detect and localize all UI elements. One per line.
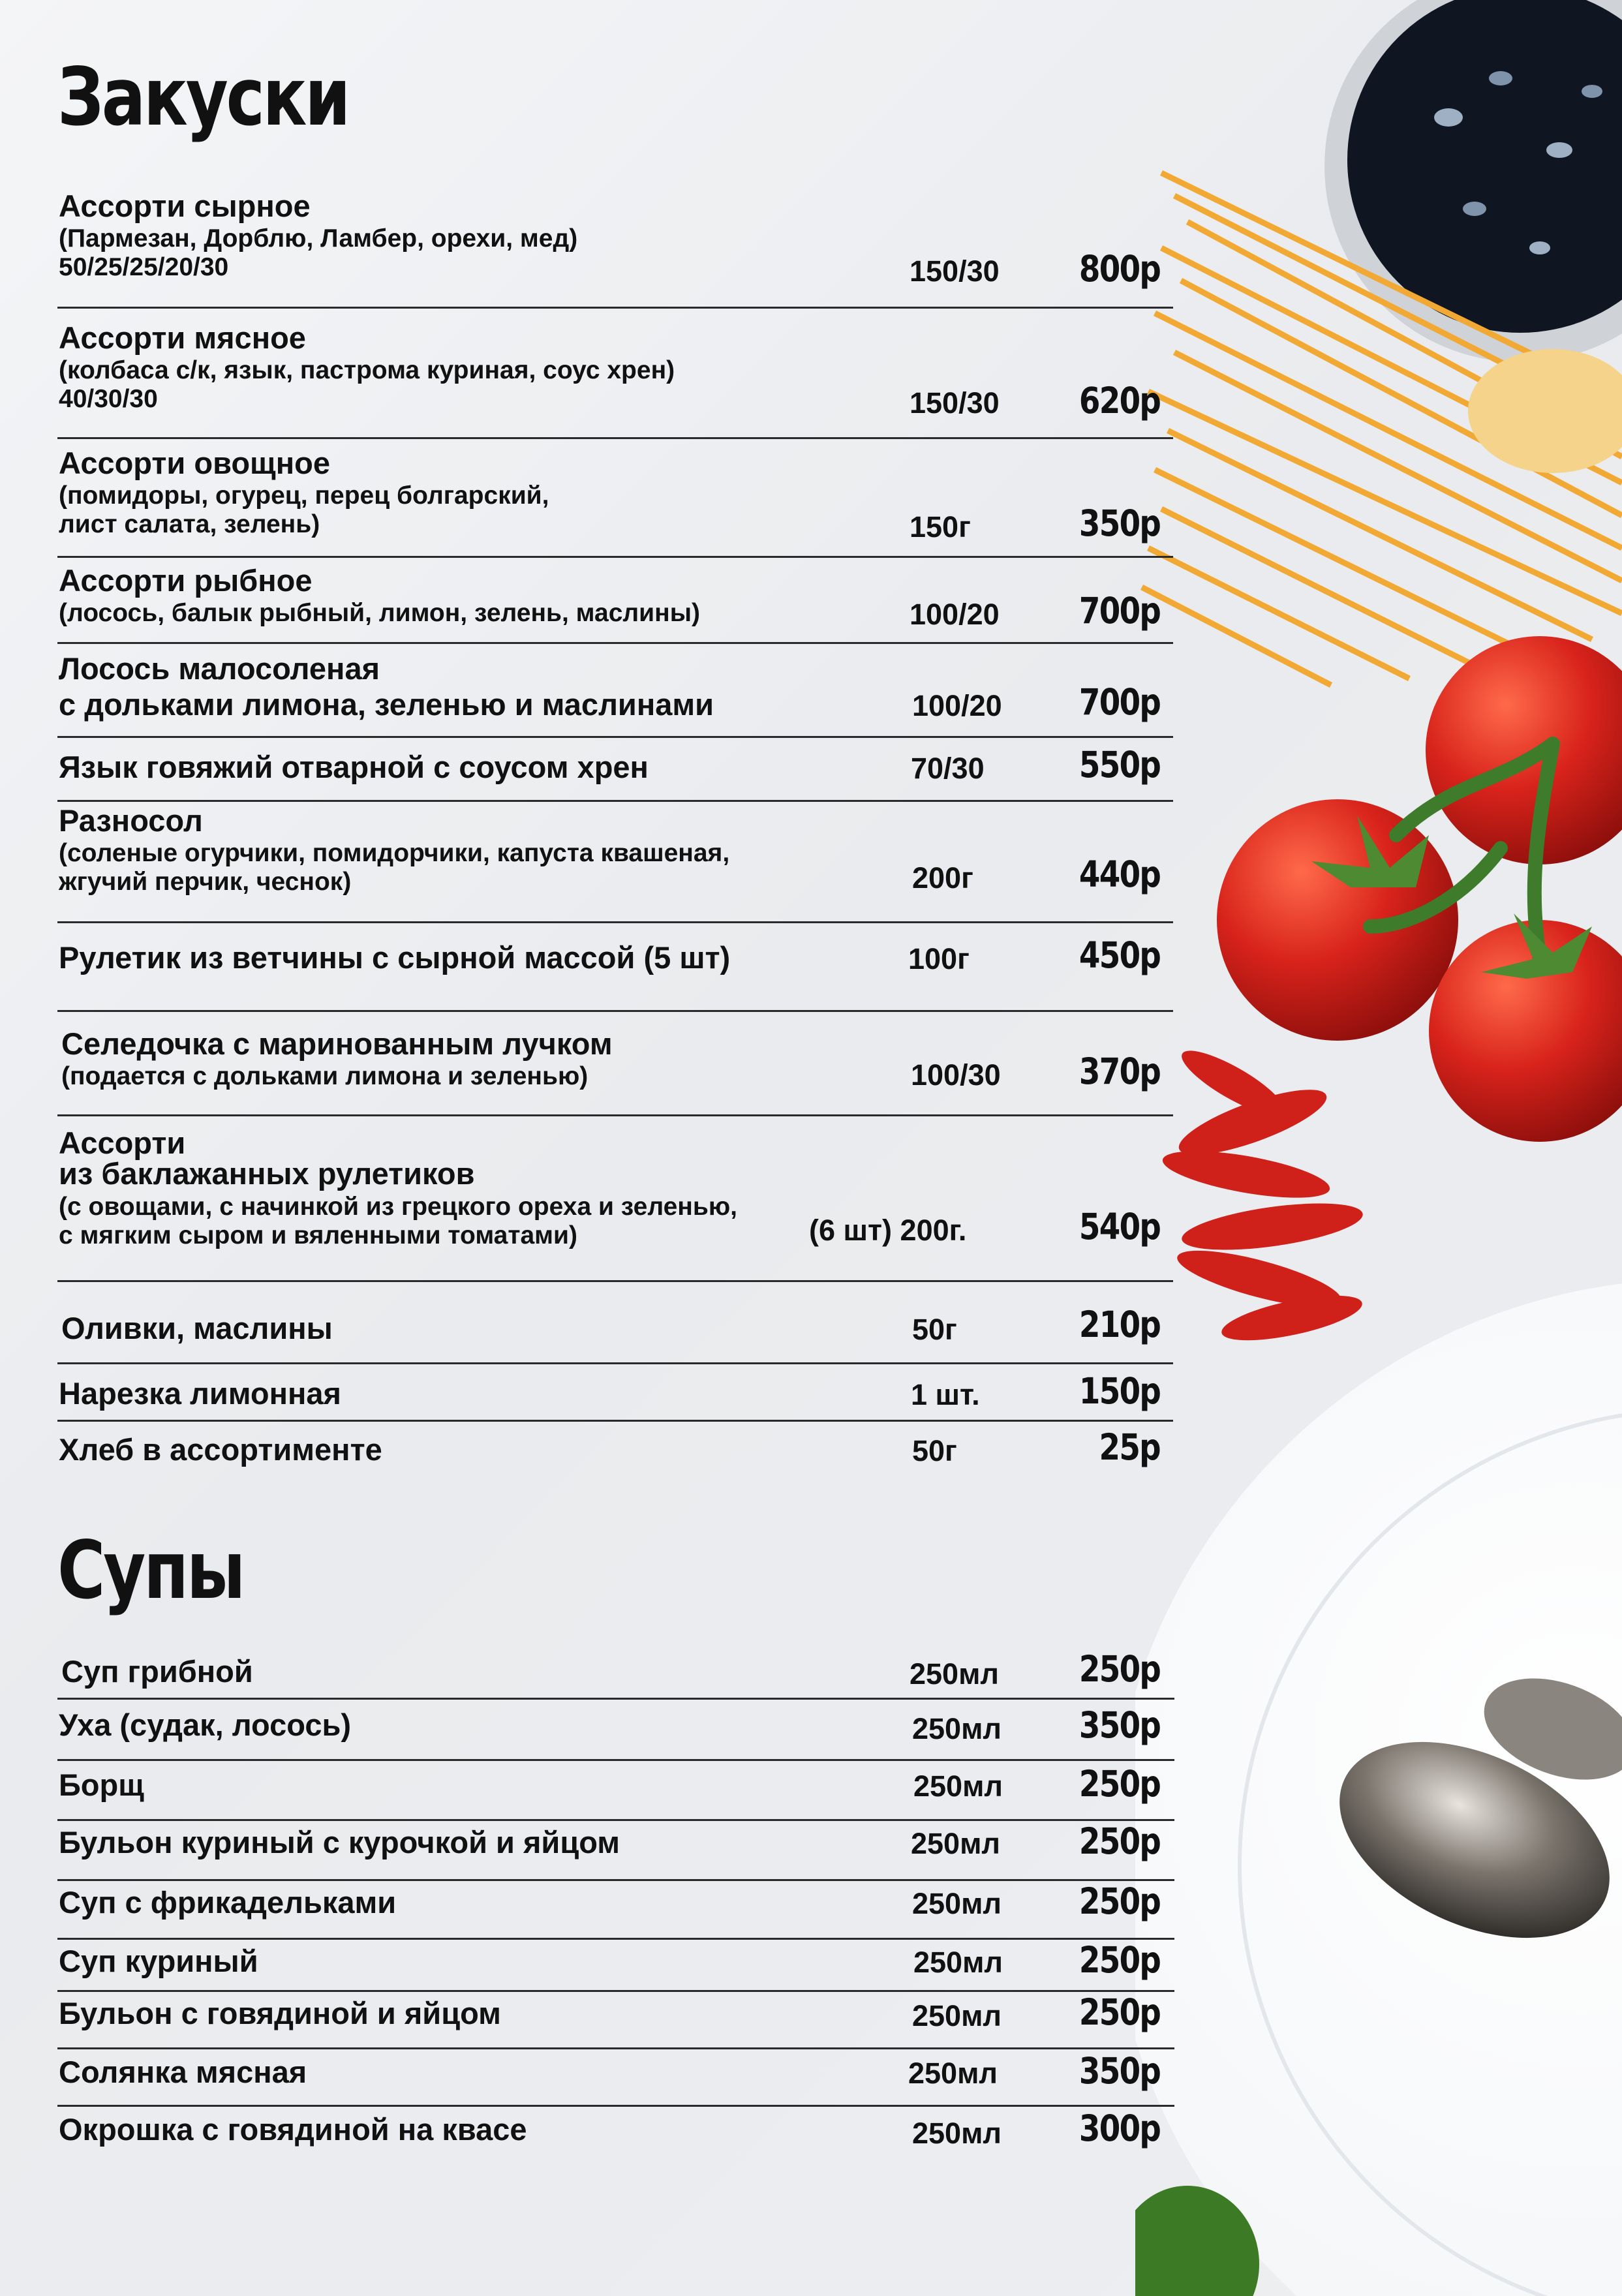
- item-portion: 250мл: [910, 1657, 999, 1691]
- divider: [57, 642, 1173, 644]
- tomatoes-icon: [1217, 636, 1622, 1142]
- divider: [57, 2047, 1174, 2049]
- item-price: 250р: [1079, 1880, 1160, 1922]
- divider: [57, 921, 1173, 923]
- item-portion: (6 шт) 200г.: [809, 1214, 967, 1247]
- item-name: Ассорти мясное: [59, 320, 306, 355]
- item-portion: 70/30: [911, 752, 985, 785]
- divider: [57, 556, 1173, 558]
- divider: [57, 1759, 1174, 1761]
- item-desc: (помидоры, огурец, перец болгарский, лист салата, зелень): [59, 482, 549, 539]
- menu-item-fish-soup: [57, 1704, 1173, 1754]
- menu-item-fish-assorti: [57, 565, 1173, 643]
- item-price: 700р: [1079, 681, 1160, 723]
- item-name: Бульон с говядиной и яйцом: [59, 1996, 501, 2030]
- menu-item-herring: [57, 1028, 1173, 1113]
- item-portion: 250мл: [911, 1827, 1000, 1860]
- menu-item-vegetable-assorti: [57, 448, 1173, 559]
- item-portion: 1 шт.: [911, 1378, 980, 1411]
- item-portion: 150г: [910, 510, 971, 543]
- menu-item-pickles: [57, 805, 1173, 923]
- item-portion: 50г: [912, 1434, 957, 1467]
- item-name: Ассорти рыбное: [59, 563, 313, 598]
- item-name: Окрошка с говядиной на квасе: [59, 2112, 527, 2147]
- menu-item-salmon: [57, 651, 1173, 736]
- item-price: 540р: [1079, 1206, 1160, 1247]
- menu-item-mushroom-soup: [57, 1648, 1173, 1700]
- divider: [57, 437, 1173, 439]
- item-price: 210р: [1079, 1304, 1160, 1345]
- divider: [57, 1938, 1174, 1940]
- item-name: Хлеб в ассортименте: [59, 1432, 382, 1467]
- divider: [57, 2105, 1174, 2107]
- item-portion: 250мл: [913, 1946, 1003, 1979]
- item-portion: 250мл: [912, 1887, 1002, 1920]
- menu-item-lemon: [57, 1370, 1173, 1421]
- divider: [57, 1280, 1173, 1282]
- item-desc: (подается с дольками лимона и зеленью): [61, 1062, 589, 1090]
- divider: [57, 1010, 1173, 1012]
- item-desc: (лосось, балык рыбный, лимон, зелень, маслины): [59, 599, 700, 627]
- item-name: Суп грибной: [61, 1654, 253, 1689]
- item-name: Оливки, маслины: [61, 1311, 333, 1345]
- olives-bowl-icon: [1324, 0, 1622, 362]
- pasta-shell-icon: [1468, 349, 1622, 473]
- item-price: 700р: [1079, 590, 1160, 632]
- divider: [57, 307, 1173, 309]
- menu-item-meat-assorti: [57, 322, 1173, 433]
- menu-item-chicken-soup: [57, 1939, 1173, 1991]
- item-name: Ассорти сырное: [59, 189, 311, 223]
- menu-item-cheese-assorti: [57, 191, 1173, 301]
- item-name: Ассорти овощное: [59, 446, 330, 480]
- item-portion: 100/20: [910, 598, 1000, 631]
- menu-item-solyanka: [57, 2050, 1173, 2102]
- item-portion: 250мл: [913, 1769, 1003, 1803]
- menu-item-eggplant-rolls: [57, 1127, 1173, 1278]
- item-name: Язык говяжий отварной с соусом хрен: [59, 750, 649, 784]
- divider: [57, 800, 1173, 802]
- item-name: Суп куриный: [59, 1944, 258, 1978]
- item-portion: 100г: [908, 942, 970, 975]
- item-desc: (колбаса с/к, язык, пастрома куриная, соус хрен) 40/30/30: [59, 356, 675, 414]
- item-portion: 100/20: [912, 689, 1002, 722]
- item-portion: 150/30: [910, 386, 1000, 420]
- item-price: 350р: [1079, 2050, 1160, 2092]
- item-desc: (Пармезан, Дорблю, Ламбер, орехи, мед) 50/25/25/20/30: [59, 224, 578, 282]
- section-title-snacks: Закуски: [57, 51, 349, 144]
- item-name: Уха (судак, лосось): [59, 1707, 352, 1742]
- divider: [57, 1698, 1174, 1700]
- item-desc: (с овощами, с начинкой из грецкого ореха и зеленью, с мягким сыром и вяленными томатами): [59, 1193, 737, 1250]
- item-portion: 250мл: [912, 1712, 1002, 1745]
- divider: [57, 1879, 1174, 1881]
- item-price: 800р: [1079, 248, 1160, 290]
- item-portion: 100/30: [911, 1058, 1001, 1092]
- divider: [57, 736, 1173, 738]
- food-photo-decoration: [1135, 0, 1622, 2296]
- item-price: 620р: [1079, 380, 1160, 421]
- item-portion: 250мл: [912, 2117, 1002, 2150]
- item-name: Ассорти из баклажанных рулетиков: [59, 1125, 475, 1191]
- item-price: 150р: [1079, 1370, 1160, 1412]
- item-price: 370р: [1079, 1050, 1160, 1092]
- item-portion: 250мл: [912, 1999, 1002, 2032]
- item-price: 250р: [1079, 1648, 1160, 1690]
- menu-item-bread: [57, 1426, 1173, 1478]
- item-name: Солянка мясная: [59, 2055, 307, 2089]
- menu-item-okroshka: [57, 2107, 1173, 2158]
- chili-peppers-icon: [1159, 1040, 1366, 1349]
- item-price: 550р: [1079, 744, 1160, 786]
- item-name: Бульон куриный с курочкой и яйцом: [59, 1825, 620, 1860]
- divider: [57, 1819, 1174, 1821]
- item-price: 300р: [1079, 2107, 1160, 2149]
- divider: [57, 1114, 1173, 1116]
- item-price: 350р: [1079, 1704, 1160, 1746]
- item-price: 250р: [1079, 1763, 1160, 1805]
- item-name: Борщ: [59, 1768, 144, 1802]
- item-price: 350р: [1079, 502, 1160, 544]
- menu-item-beef-broth: [57, 1991, 1173, 2043]
- section-title-soups: Супы: [57, 1524, 244, 1617]
- item-portion: 50г: [912, 1313, 957, 1346]
- item-name: Селедочка с маринованным лучком: [61, 1026, 613, 1061]
- divider: [57, 1420, 1173, 1422]
- item-name: Разносол: [59, 803, 203, 838]
- menu-item-olives: [57, 1304, 1173, 1362]
- item-price: 250р: [1079, 1820, 1160, 1862]
- item-price: 250р: [1079, 1991, 1160, 2033]
- item-price: 450р: [1079, 934, 1160, 976]
- item-portion: 250мл: [908, 2057, 998, 2090]
- item-portion: 200г: [912, 861, 973, 895]
- item-name: Рулетик из ветчины с сырной массой (5 шт): [59, 940, 731, 975]
- item-name: Суп с фрикадельками: [59, 1885, 397, 1920]
- divider: [57, 1362, 1173, 1364]
- item-price: 440р: [1079, 853, 1160, 895]
- menu-item-ham-rolls: [57, 934, 1173, 1006]
- item-price: 250р: [1079, 1939, 1160, 1981]
- menu-item-meatball-soup: [57, 1880, 1173, 1933]
- menu-item-chicken-broth: [57, 1820, 1173, 1873]
- item-desc: (соленые огурчики, помидорчики, капуста квашеная, жгучий перчик, чеснок): [59, 839, 730, 896]
- divider: [57, 1990, 1174, 1992]
- menu-item-beef-tongue: [57, 744, 1173, 801]
- item-name: Нарезка лимонная: [59, 1376, 341, 1411]
- item-portion: 150/30: [910, 254, 1000, 288]
- item-price: 25р: [1099, 1426, 1160, 1468]
- menu-item-borsch: [57, 1763, 1173, 1815]
- item-name: Лосось малосоленая с дольками лимона, зеленью и маслинами: [59, 651, 714, 722]
